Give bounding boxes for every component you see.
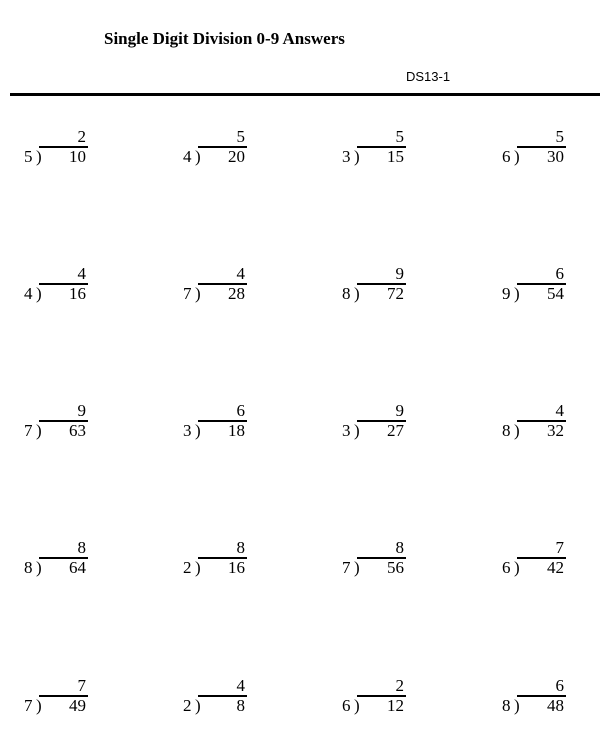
division-bracket: )	[195, 421, 201, 440]
divisor: 8	[502, 696, 511, 715]
division-problem	[502, 265, 566, 313]
dividend: 12	[387, 696, 404, 715]
division-problem	[183, 539, 247, 587]
quotient: 6	[555, 264, 564, 283]
division-bracket: )	[36, 147, 42, 166]
quotient: 4	[77, 264, 86, 283]
divisor: 3	[183, 421, 192, 440]
divisor: 7	[24, 421, 33, 440]
divisor: 3	[342, 421, 351, 440]
dividend: 28	[228, 284, 245, 303]
quotient: 2	[395, 676, 404, 695]
division-bracket: )	[354, 284, 360, 303]
division-problem	[183, 128, 247, 176]
header-divider	[10, 93, 600, 96]
worksheet-title: Single Digit Division 0-9 Answers	[104, 29, 345, 48]
division-bracket: )	[514, 696, 520, 715]
division-bracket: )	[514, 284, 520, 303]
division-problem	[342, 128, 406, 176]
dividend: 16	[69, 284, 86, 303]
dividend: 64	[69, 558, 86, 577]
quotient: 7	[555, 538, 564, 557]
dividend: 49	[69, 696, 86, 715]
division-bracket: )	[195, 284, 201, 303]
divisor: 8	[342, 284, 351, 303]
division-problem	[24, 677, 88, 725]
division-problem	[24, 128, 88, 176]
dividend: 18	[228, 421, 245, 440]
quotient: 9	[77, 401, 86, 420]
quotient: 8	[236, 538, 245, 557]
quotient: 8	[395, 538, 404, 557]
division-bracket: )	[514, 421, 520, 440]
dividend: 27	[387, 421, 404, 440]
dividend: 54	[547, 284, 564, 303]
divisor: 7	[24, 696, 33, 715]
division-bracket: )	[354, 421, 360, 440]
dividend: 20	[228, 147, 245, 166]
quotient: 5	[395, 127, 404, 146]
quotient: 9	[395, 264, 404, 283]
division-problem	[502, 539, 566, 587]
divisor: 2	[183, 558, 192, 577]
dividend: 16	[228, 558, 245, 577]
dividend: 8	[236, 696, 245, 715]
divisor: 9	[502, 284, 511, 303]
divisor: 8	[24, 558, 33, 577]
quotient: 6	[555, 676, 564, 695]
dividend: 63	[69, 421, 86, 440]
division-problem	[183, 677, 247, 725]
division-bracket: )	[36, 558, 42, 577]
dividend: 42	[547, 558, 564, 577]
dividend: 32	[547, 421, 564, 440]
division-problem	[24, 265, 88, 313]
division-problem	[342, 677, 406, 725]
division-problem	[24, 402, 88, 450]
division-problem	[502, 677, 566, 725]
worksheet-code: DS13-1	[406, 69, 451, 84]
division-problem	[183, 265, 247, 313]
division-bracket: )	[36, 284, 42, 303]
quotient: 7	[77, 676, 86, 695]
dividend: 10	[69, 147, 86, 166]
divisor: 3	[342, 147, 351, 166]
division-bracket: )	[36, 696, 42, 715]
quotient: 2	[77, 127, 86, 146]
divisor: 4	[183, 147, 192, 166]
dividend: 56	[387, 558, 404, 577]
division-bracket: )	[195, 558, 201, 577]
division-bracket: )	[514, 147, 520, 166]
division-problem	[502, 128, 566, 176]
division-problem	[342, 265, 406, 313]
quotient: 5	[555, 127, 564, 146]
division-problem	[502, 402, 566, 450]
division-bracket: )	[195, 147, 201, 166]
quotient: 4	[236, 264, 245, 283]
division-bracket: )	[195, 696, 201, 715]
division-problem	[342, 539, 406, 587]
divisor: 6	[502, 558, 511, 577]
quotient: 4	[236, 676, 245, 695]
division-bracket: )	[354, 147, 360, 166]
divisor: 6	[342, 696, 351, 715]
dividend: 30	[547, 147, 564, 166]
divisor: 6	[502, 147, 511, 166]
dividend: 15	[387, 147, 404, 166]
quotient: 4	[555, 401, 564, 420]
division-problem	[342, 402, 406, 450]
dividend: 48	[547, 696, 564, 715]
divisor: 5	[24, 147, 33, 166]
divisor: 4	[24, 284, 33, 303]
quotient: 9	[395, 401, 404, 420]
division-bracket: )	[514, 558, 520, 577]
quotient: 5	[236, 127, 245, 146]
divisor: 7	[342, 558, 351, 577]
division-bracket: )	[36, 421, 42, 440]
division-problem	[183, 402, 247, 450]
divisor: 2	[183, 696, 192, 715]
division-bracket: )	[354, 558, 360, 577]
quotient: 8	[77, 538, 86, 557]
division-bracket: )	[354, 696, 360, 715]
divisor: 7	[183, 284, 192, 303]
division-problem	[24, 539, 88, 587]
quotient: 6	[236, 401, 245, 420]
dividend: 72	[387, 284, 404, 303]
divisor: 8	[502, 421, 511, 440]
